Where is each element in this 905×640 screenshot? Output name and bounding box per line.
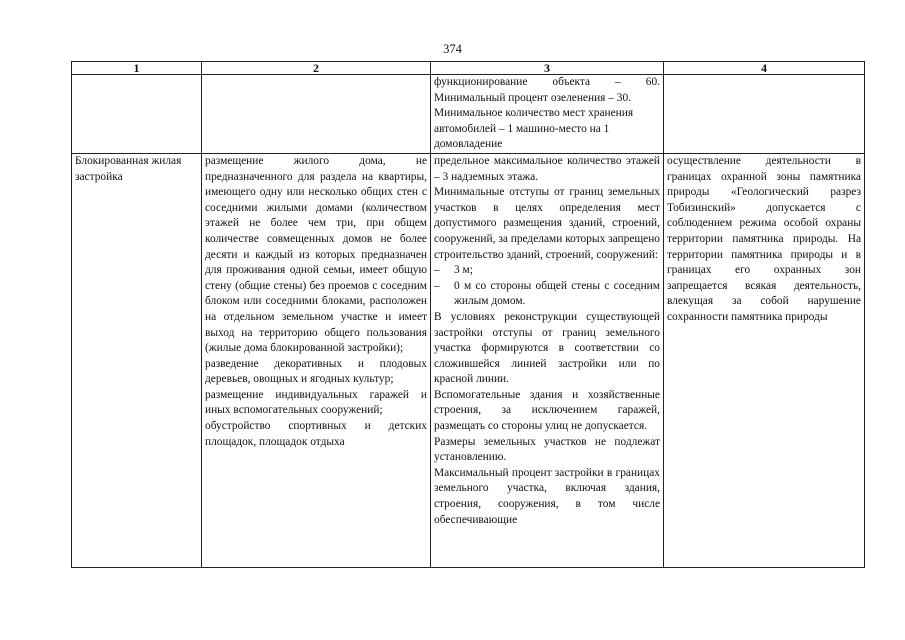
cont-line-2: Минимальный процент озеленения – 30.: [434, 91, 632, 104]
header-col-3: 3: [431, 62, 664, 75]
zoning-table: [71, 61, 865, 568]
use-description-1: размещение жилого дома, не предназначенного для раздела на квартиры, имеющего одну или несколько общих стен с соседними жилыми домами (количеством этажей не более чем три, при общем количестве совмещенных домов не более десяти и каждый из которых предназначен для проживания одной семьи, имеет общую стену (общие стены) без проемов с соседним блоком или соседними блоками, расположен на отдельном земельном участке и имеет выход на территорию общего пользования (жилые дома блокированной застройки);: [205, 154, 427, 355]
param-max-floors: предельное максимальное количество этажей – 3 надземных этажа.: [434, 154, 660, 183]
setback-item: [434, 279, 660, 310]
header-col-4: 4: [664, 62, 865, 75]
cell-permitted-use-description: [202, 153, 431, 567]
param-reconstruction: В условиях реконструкции существующей застройки отступы от границ земельного участка формируются в соответствии со сложившейся линией застройки или по красной линии.: [434, 310, 660, 386]
use-description-3: размещение индивидуальных гаражей и иных вспомогательных сооружений;: [205, 388, 427, 417]
cont-line-1: функционирование объекта – 60.: [434, 76, 660, 88]
setback-item-text: 0 м со стороны общей стены с соседним жилым домом.: [454, 279, 660, 308]
header-col-1: 1: [72, 62, 202, 75]
param-plot-size: Размеры земельных участков не подлежат установлению.: [434, 435, 660, 464]
cell-empty: [664, 75, 865, 154]
setback-item: [434, 263, 660, 279]
page-number: 374: [443, 42, 462, 56]
cell-land-use-type: [72, 153, 202, 567]
land-use-type-label: Блокированная жилая застройка: [75, 154, 182, 183]
param-min-setbacks: Минимальные отступы от границ земельных участков в целях определения мест допустимого размещения зданий, строений, сооружений, за пределами которых запрещено строительство зданий, строений, сооружений:: [434, 186, 660, 261]
dash-marker: –: [434, 264, 440, 277]
dash-marker: –: [434, 279, 440, 292]
param-auxiliary-buildings: Вспомогательные здания и хозяйственные строения, за исключением гаражей, размещать со стороны улиц не допускается.: [434, 388, 660, 433]
table-row-blocked-housing: [72, 153, 865, 567]
param-max-coverage: Максимальный процент застройки в границах земельного участка, включая здания, строения, сооружения, в том числе обеспечивающие: [434, 466, 660, 526]
header-row: [72, 62, 865, 75]
setback-item-text: 3 м;: [454, 264, 473, 277]
use-description-4: обустройство спортивных и детских площадок, площадок отдыха: [205, 420, 427, 448]
cell-restrictions: [664, 153, 865, 567]
cell-parameters-cont: [431, 75, 664, 154]
header-col-2: 2: [202, 62, 431, 75]
cont-line-3: Минимальное количество мест хранения автомобилей – 1 машино-место на 1 домовладение: [434, 107, 634, 151]
cell-parameters: [431, 153, 664, 567]
use-description-2: разведение декоративных и плодовых деревьев, овощных и ягодных культур;: [205, 357, 427, 386]
table-row-continuation: [72, 75, 865, 154]
cell-empty: [202, 75, 431, 154]
restriction-text: осуществление деятельности в границах охранной зоны памятника природы «Геологический разрез Тобизинский» допускается с соблюдением режима особой охраны территории памятника природы. На территории памятника природы и в границах его охранных зон запрещается всякая деятельность, влекущая за собой нарушение сохранности памятника природы: [667, 154, 861, 323]
cell-empty: [72, 75, 202, 154]
